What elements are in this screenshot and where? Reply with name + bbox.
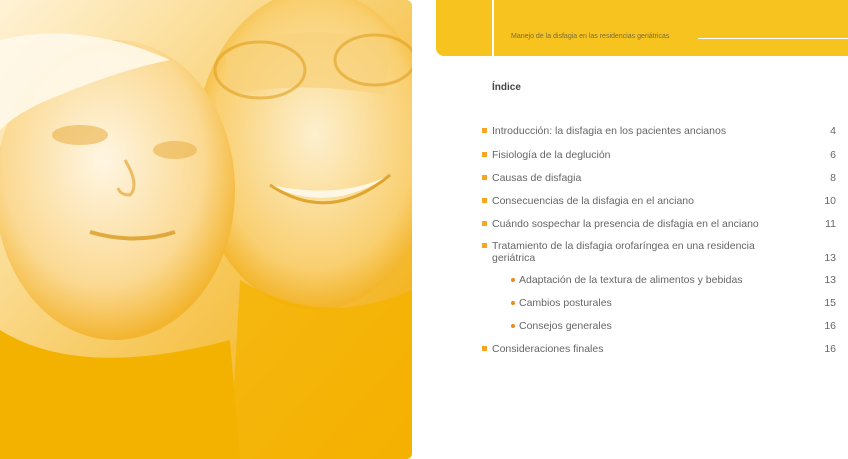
toc-item-page: 13 (824, 252, 836, 264)
square-bullet-icon (482, 221, 487, 226)
cover-photo (0, 0, 412, 459)
toc-item-label: Introducción: la disfagia en los pacientes ancianos (492, 125, 727, 137)
square-bullet-icon (482, 152, 487, 157)
header-rule (698, 38, 848, 39)
toc-item-page: 16 (824, 343, 836, 355)
square-bullet-icon (482, 128, 487, 133)
toc-item-label: Consideraciones finales (492, 343, 604, 355)
toc-item-label: Fisiología de la deglución (492, 149, 611, 161)
round-bullet-icon (511, 278, 515, 282)
square-bullet-icon (482, 243, 487, 248)
round-bullet-icon (511, 301, 515, 305)
page-header (436, 0, 848, 56)
elderly-couple-photo (0, 0, 412, 459)
toc-subitem-label: Consejos generales (519, 320, 612, 332)
toc-item-label: Tratamiento de la disfagia orofaríngea en una residencia geriátrica (492, 240, 755, 264)
square-bullet-icon (482, 346, 487, 351)
toc-subitem-label: Adaptación de la textura de alimentos y bebidas (519, 274, 743, 286)
square-bullet-icon (482, 198, 487, 203)
toc-subitem-page: 16 (824, 320, 836, 332)
toc-subitem-page: 15 (824, 297, 836, 309)
toc-item-label: Consecuencias de la disfagia en el anciano (492, 195, 694, 207)
toc-item-page: 11 (825, 218, 836, 230)
toc-item-page: 10 (824, 195, 836, 207)
round-bullet-icon (511, 324, 515, 328)
toc-item-page: 6 (830, 149, 836, 161)
running-title: Manejo de la disfagia en las residencias geriátricas (511, 33, 670, 40)
toc-subitem-page: 13 (824, 274, 836, 286)
toc-item-page: 8 (830, 172, 836, 184)
square-bullet-icon (482, 175, 487, 180)
header-divider (492, 0, 494, 56)
toc-heading: Índice (492, 82, 521, 93)
toc-item-page: 4 (830, 125, 836, 137)
toc-item-label: Cuándo sospechar la presencia de disfagia en el anciano (492, 218, 759, 230)
toc-subitem-label: Cambios posturales (519, 297, 612, 309)
toc-item-label: Causas de disfagia (492, 172, 582, 184)
